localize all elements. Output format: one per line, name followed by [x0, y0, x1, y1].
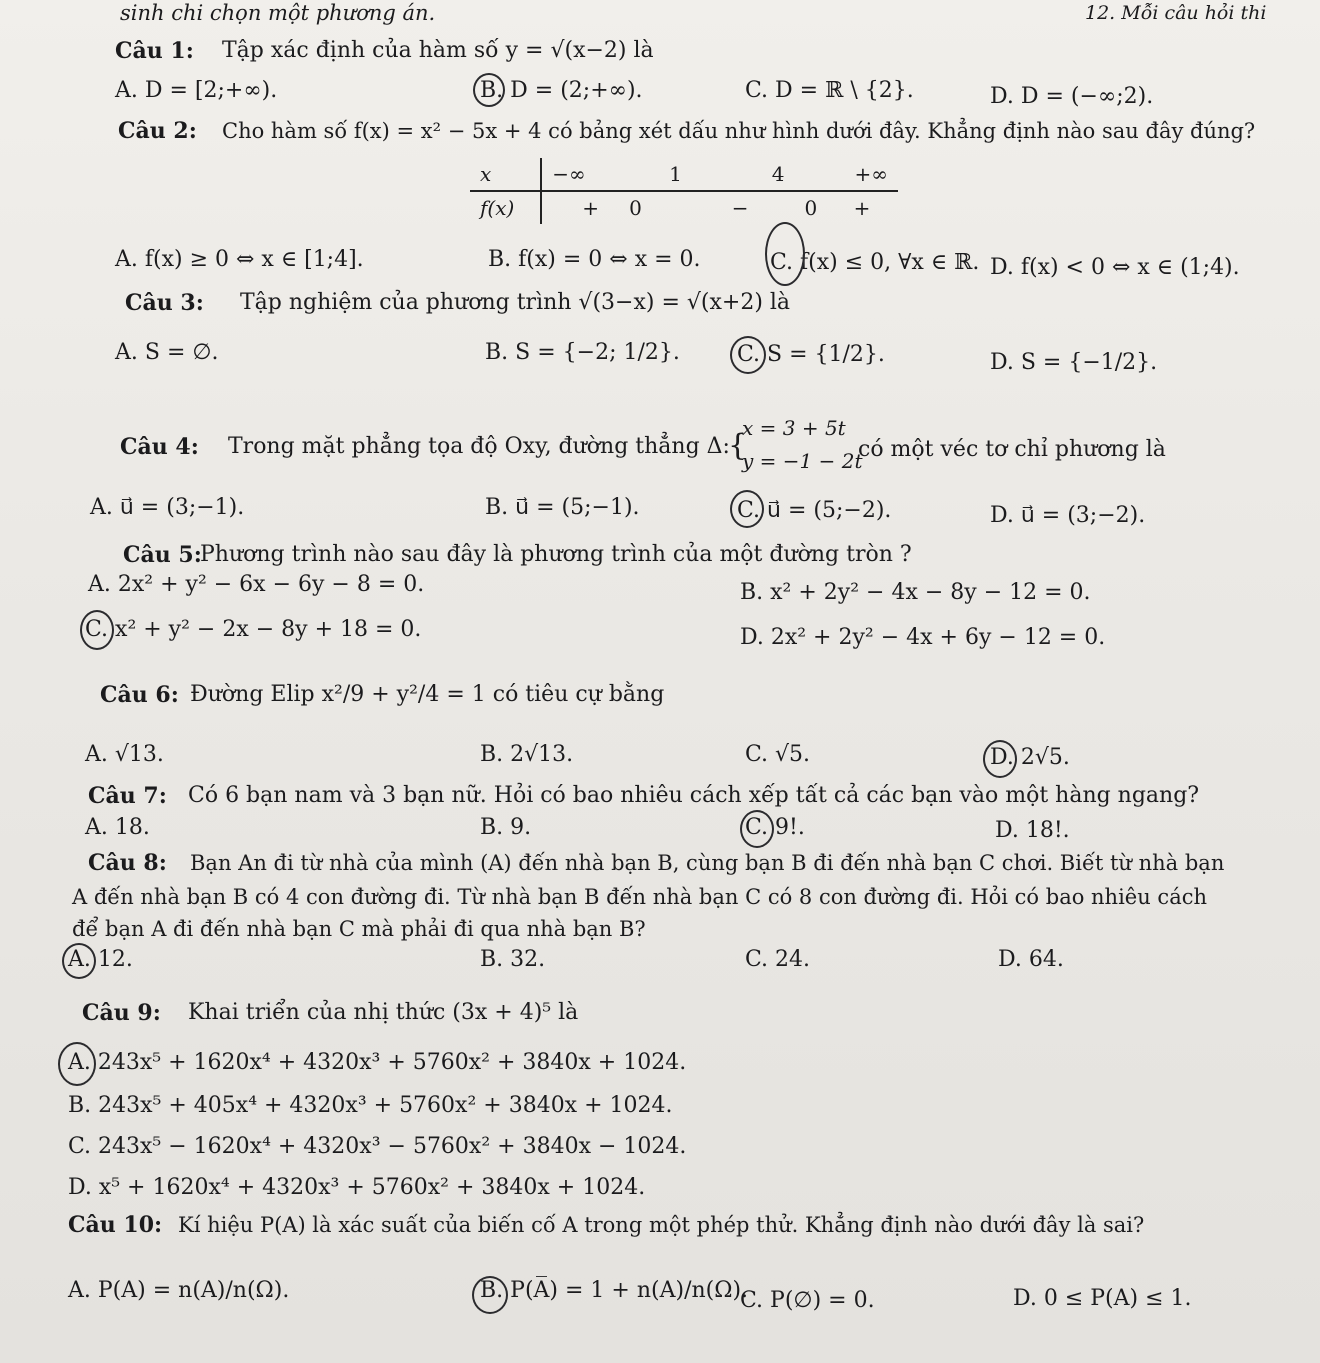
sign-table-cell: 4 — [692, 158, 795, 191]
q1-label: Câu 1: — [115, 38, 194, 64]
q4-option-c: C. u⃗ = (5;−2). — [737, 498, 892, 523]
q4-option-d: D. u⃗ = (3;−2). — [990, 503, 1146, 528]
answer-mark-circle — [473, 73, 505, 107]
sign-table-fx-label: f(x) — [470, 191, 541, 224]
q3-label: Câu 3: — [125, 290, 204, 316]
q7-label: Câu 7: — [88, 783, 167, 809]
q7-option-a: A. 18. — [85, 815, 150, 840]
q4-option-b: B. u⃗ = (5;−1). — [485, 495, 640, 520]
sign-table-cell: + — [582, 196, 600, 220]
q4-option-a: A. u⃗ = (3;−1). — [90, 495, 245, 520]
q9-label: Câu 9: — [82, 1000, 161, 1026]
q1-option-a: A. D = [2;+∞). — [115, 78, 278, 103]
sign-table-cell: − — [731, 196, 749, 220]
q10-option-d: D. 0 ≤ P(A) ≤ 1. — [1013, 1286, 1192, 1311]
q4-label: Câu 4: — [120, 434, 199, 460]
answer-mark-circle — [730, 336, 766, 374]
q2-option-d: D. f(x) < 0 ⇔ x ∈ (1;4). — [990, 255, 1240, 280]
q6-text: Đường Elip x²/9 + y²/4 = 1 có tiêu cự bằng — [190, 682, 665, 707]
q5-option-a: A. 2x² + y² − 6x − 6y − 8 = 0. — [88, 572, 425, 597]
header-right-text: 12. Mỗi câu hỏi thi — [1085, 2, 1267, 24]
q10-option-a: A. P(A) = n(A)/n(Ω). — [68, 1278, 290, 1303]
sign-table-cell: + — [853, 196, 871, 220]
q2-option-a: A. f(x) ≥ 0 ⇔ x ∈ [1;4]. — [115, 247, 364, 272]
q9-option-a: A. 243x⁵ + 1620x⁴ + 4320x³ + 5760x² + 3840x + 1024. — [68, 1050, 687, 1075]
system-brace: { — [728, 428, 748, 463]
q4-text: Trong mặt phẳng tọa độ Oxy, đường thẳng Δ: — [228, 434, 730, 459]
q4-system-line-2: y = −1 − 2t — [742, 449, 863, 473]
sign-table-cell: 1 — [609, 158, 692, 191]
q3-text: Tập nghiệm của phương trình √(3−x) = √(x+2) là — [240, 290, 791, 315]
q8-option-d: D. 64. — [998, 947, 1064, 972]
q2-text: Cho hàm số f(x) = x² − 5x + 4 có bảng xét dấu như hình dưới đây. Khẳng định nào sau đây đúng? — [222, 119, 1256, 143]
q3-option-c: C. S = {1/2}. — [737, 342, 885, 367]
q10-label: Câu 10: — [68, 1212, 163, 1238]
sign-table-x-label: x — [470, 158, 541, 191]
q6-option-d: D. 2√5. — [990, 745, 1070, 770]
q9-option-b: B. 243x⁵ + 405x⁴ + 4320x³ + 5760x² + 3840x + 1024. — [68, 1093, 673, 1118]
sign-table-cell: 0 — [804, 196, 818, 220]
q5-option-b: B. x² + 2y² − 4x − 8y − 12 = 0. — [740, 580, 1091, 605]
q1-option-c: C. D = ℝ \ {2}. — [745, 78, 914, 103]
answer-mark-circle — [80, 610, 114, 650]
sign-table-cell: 0 — [629, 196, 642, 220]
answer-mark-circle — [62, 943, 96, 979]
q10-option-b: B. P(A̅) = 1 + n(A)/n(Ω). — [480, 1278, 749, 1303]
q8-label: Câu 8: — [88, 850, 167, 876]
q5-text: Phương trình nào sau đây là phương trình của một đường tròn ? — [200, 542, 912, 567]
q6-option-a: A. √13. — [85, 742, 164, 767]
q6-option-c: C. √5. — [745, 742, 811, 767]
q10-option-c: C. P(∅) = 0. — [740, 1288, 875, 1313]
answer-mark-circle — [58, 1042, 96, 1086]
header-left-text: sinh chi chọn một phương án. — [120, 1, 436, 25]
q10-text: Kí hiệu P(A) là xác suất của biến cố A trong một phép thử. Khẳng định nào dưới đây là sai? — [178, 1213, 1145, 1237]
q7-option-d: D. 18!. — [995, 818, 1070, 843]
q9-option-c: C. 243x⁵ − 1620x⁴ + 4320x³ − 5760x² + 3840x − 1024. — [68, 1134, 687, 1159]
q4-text-2: có một véc tơ chỉ phương là — [858, 437, 1166, 462]
answer-mark-circle — [765, 222, 805, 286]
q5-option-c: C. x² + y² − 2x − 8y + 18 = 0. — [85, 617, 422, 642]
q7-option-c: C. 9!. — [745, 815, 805, 840]
q1-text: Tập xác định của hàm số y = √(x−2) là — [222, 38, 654, 63]
sign-table-cell — [795, 191, 898, 224]
q8-line-3: để bạn A đi đến nhà bạn C mà phải đi qua nhà bạn B? — [72, 917, 646, 941]
q9-option-d: D. x⁵ + 1620x⁴ + 4320x³ + 5760x² + 3840x + 1024. — [68, 1175, 646, 1200]
q8-option-b: B. 32. — [480, 947, 546, 972]
answer-mark-circle — [472, 1276, 508, 1314]
q7-text: Có 6 bạn nam và 3 bạn nữ. Hỏi có bao nhiêu cách xếp tất cả các bạn vào một hàng ngang? — [188, 783, 1200, 808]
q8-line-2: A đến nhà bạn B có 4 con đường đi. Từ nhà bạn B đến nhà bạn C có 8 con đường đi. Hỏi có bao nhiêu cách — [72, 885, 1207, 909]
answer-mark-circle — [730, 490, 764, 528]
q5-option-d: D. 2x² + 2y² − 4x + 6y − 12 = 0. — [740, 625, 1106, 650]
q7-option-b: B. 9. — [480, 815, 532, 840]
q6-label: Câu 6: — [100, 682, 179, 708]
q2-option-b: B. f(x) = 0 ⇔ x = 0. — [488, 247, 701, 272]
q3-option-d: D. S = {−1/2}. — [990, 350, 1158, 375]
sign-table — [470, 158, 898, 224]
q1-option-d: D. D = (−∞;2). — [990, 84, 1154, 109]
q3-option-a: A. S = ∅. — [115, 340, 219, 365]
sign-table-cell: +∞ — [795, 158, 898, 191]
q2-option-c: C. f(x) ≤ 0, ∀x ∈ ℝ. — [770, 250, 980, 275]
q2-label: Câu 2: — [118, 118, 197, 144]
q8-line-1: Bạn An đi từ nhà của mình (A) đến nhà bạn B, cùng bạn B đi đến nhà bạn C chơi. Biết từ nhà bạn — [190, 851, 1225, 875]
answer-mark-circle — [740, 810, 774, 848]
sign-table-cell: −∞ — [541, 158, 609, 191]
q3-option-b: B. S = {−2; 1/2}. — [485, 340, 680, 365]
q5-label: Câu 5: — [123, 542, 202, 568]
q9-text: Khai triển của nhị thức (3x + 4)⁵ là — [188, 1000, 579, 1025]
q8-option-c: C. 24. — [745, 947, 811, 972]
answer-mark-circle — [983, 740, 1017, 778]
q4-system-line-1: x = 3 + 5t — [742, 416, 846, 440]
q8-option-a: A. 12. — [68, 947, 133, 972]
q1-option-b: B. D = (2;+∞). — [480, 78, 643, 103]
q6-option-b: B. 2√13. — [480, 742, 574, 767]
